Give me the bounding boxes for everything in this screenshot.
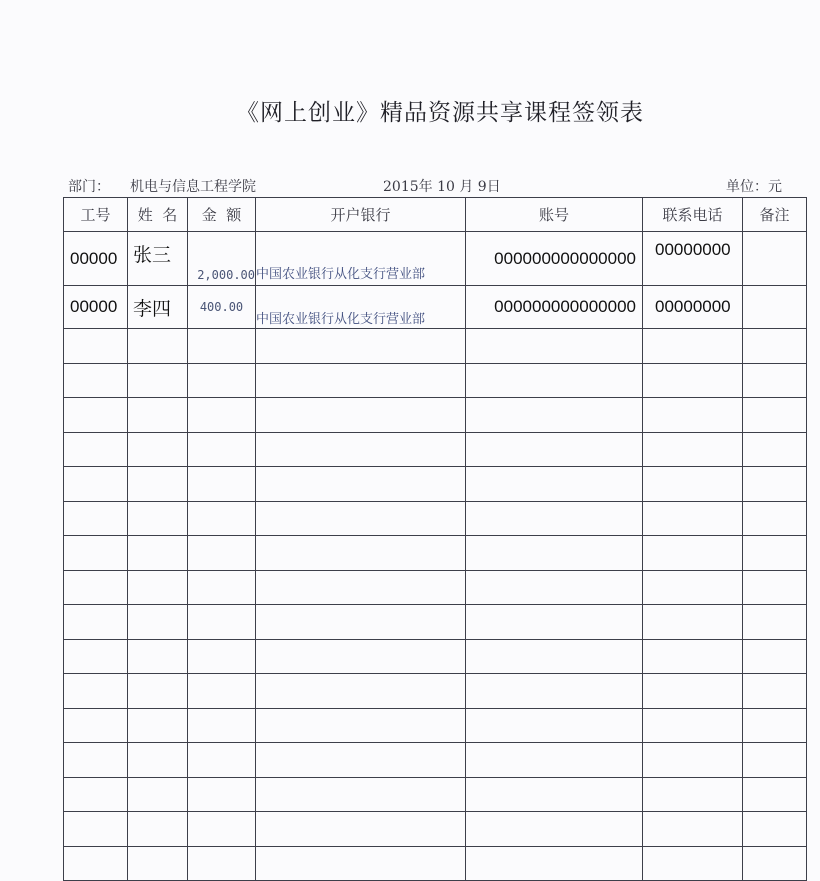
empty-cell [128, 812, 188, 847]
cell-name: 张三 [128, 232, 188, 286]
empty-cell [128, 605, 188, 640]
department-label: 部门： [68, 179, 110, 195]
cell-bank: 中国农业银行从化支行营业部 [256, 286, 466, 329]
empty-cell [64, 846, 128, 881]
empty-cell [188, 708, 256, 743]
empty-cell [128, 501, 188, 536]
empty-cell [466, 432, 643, 467]
empty-cell [466, 363, 643, 398]
empty-table-row [64, 605, 807, 640]
empty-cell [643, 501, 743, 536]
empty-cell [128, 639, 188, 674]
empty-cell [466, 674, 643, 709]
empty-cell [643, 363, 743, 398]
empty-table-row [64, 777, 807, 812]
empty-cell [128, 708, 188, 743]
empty-table-row [64, 363, 807, 398]
empty-cell [743, 398, 807, 433]
empty-cell [64, 812, 128, 847]
empty-table-row [64, 708, 807, 743]
empty-cell [643, 777, 743, 812]
header-row [64, 198, 807, 232]
empty-cell [466, 777, 643, 812]
empty-cell [128, 329, 188, 364]
empty-cell [64, 674, 128, 709]
empty-cell [466, 329, 643, 364]
empty-cell [743, 743, 807, 778]
empty-cell [64, 605, 128, 640]
empty-cell [256, 329, 466, 364]
empty-table-row [64, 812, 807, 847]
empty-cell [466, 743, 643, 778]
table-row [64, 286, 807, 329]
empty-cell [256, 812, 466, 847]
empty-cell [64, 639, 128, 674]
empty-cell [643, 812, 743, 847]
empty-cell [466, 812, 643, 847]
cell-phone: 00000000 [643, 286, 743, 329]
empty-cell [256, 363, 466, 398]
document-title: 《网上创业》精品资源共享课程签领表 [236, 100, 644, 126]
empty-table-row [64, 639, 807, 674]
empty-cell [643, 639, 743, 674]
cell-note [743, 286, 807, 329]
empty-cell [643, 329, 743, 364]
empty-cell [64, 398, 128, 433]
table-row [64, 232, 807, 286]
empty-cell [128, 363, 188, 398]
cell-phone: 00000000 [643, 232, 743, 286]
department-name: 机电与信息工程学院 [130, 179, 256, 195]
empty-cell [64, 570, 128, 605]
empty-cell [128, 467, 188, 502]
empty-cell [128, 432, 188, 467]
unit: 单位：元 [726, 179, 782, 195]
empty-cell [466, 398, 643, 433]
empty-cell [643, 467, 743, 502]
cell-account: 000000000000000 [466, 232, 643, 286]
empty-cell [256, 570, 466, 605]
empty-cell [643, 570, 743, 605]
empty-cell [256, 432, 466, 467]
empty-cell [188, 743, 256, 778]
empty-cell [466, 605, 643, 640]
empty-cell [256, 501, 466, 536]
empty-cell [188, 398, 256, 433]
empty-cell [643, 674, 743, 709]
empty-cell [466, 639, 643, 674]
empty-cell [743, 605, 807, 640]
cell-bank: 中国农业银行从化支行营业部 [256, 232, 466, 286]
empty-cell [64, 708, 128, 743]
empty-cell [128, 570, 188, 605]
signature-table [63, 197, 807, 881]
empty-cell [466, 846, 643, 881]
empty-table-row [64, 674, 807, 709]
empty-cell [743, 467, 807, 502]
empty-cell [643, 605, 743, 640]
empty-cell [128, 777, 188, 812]
empty-cell [466, 536, 643, 571]
empty-cell [466, 467, 643, 502]
empty-cell [256, 743, 466, 778]
empty-table-row [64, 570, 807, 605]
empty-cell [188, 605, 256, 640]
cell-id: 00000 [64, 286, 128, 329]
empty-table-row [64, 398, 807, 433]
empty-cell [743, 846, 807, 881]
date: 2015年 10 月 9日 [383, 179, 501, 195]
header-amount: 金 额 [188, 198, 256, 232]
empty-cell [743, 674, 807, 709]
empty-cell [188, 777, 256, 812]
header-id: 工号 [64, 198, 128, 232]
cell-name: 李四 [128, 286, 188, 329]
header-account: 账号 [466, 198, 643, 232]
empty-cell [643, 846, 743, 881]
empty-cell [256, 674, 466, 709]
cell-account: 000000000000000 [466, 286, 643, 329]
empty-cell [743, 639, 807, 674]
empty-cell [743, 777, 807, 812]
empty-cell [64, 777, 128, 812]
empty-cell [256, 777, 466, 812]
empty-cell [188, 570, 256, 605]
empty-cell [128, 674, 188, 709]
empty-table-row [64, 467, 807, 502]
empty-cell [743, 812, 807, 847]
header-phone: 联系电话 [643, 198, 743, 232]
empty-cell [743, 363, 807, 398]
empty-cell [743, 501, 807, 536]
empty-cell [256, 536, 466, 571]
empty-cell [128, 398, 188, 433]
empty-cell [64, 501, 128, 536]
empty-cell [643, 743, 743, 778]
empty-table-row [64, 536, 807, 571]
empty-cell [743, 329, 807, 364]
empty-cell [128, 846, 188, 881]
empty-cell [188, 467, 256, 502]
empty-cell [256, 846, 466, 881]
empty-table-row [64, 743, 807, 778]
header-bank: 开户银行 [256, 198, 466, 232]
empty-cell [188, 812, 256, 847]
empty-table-row [64, 432, 807, 467]
empty-cell [64, 432, 128, 467]
empty-cell [188, 329, 256, 364]
empty-cell [743, 570, 807, 605]
empty-cell [188, 363, 256, 398]
empty-cell [256, 605, 466, 640]
empty-cell [466, 501, 643, 536]
empty-cell [188, 674, 256, 709]
empty-cell [256, 639, 466, 674]
empty-cell [743, 708, 807, 743]
empty-cell [64, 329, 128, 364]
empty-cell [466, 708, 643, 743]
empty-cell [643, 536, 743, 571]
empty-cell [64, 743, 128, 778]
empty-cell [643, 432, 743, 467]
empty-cell [256, 467, 466, 502]
empty-cell [188, 536, 256, 571]
empty-cell [188, 432, 256, 467]
header-note: 备注 [743, 198, 807, 232]
empty-cell [643, 398, 743, 433]
empty-cell [188, 501, 256, 536]
empty-cell [466, 570, 643, 605]
empty-table-row [64, 501, 807, 536]
cell-note [743, 232, 807, 286]
empty-table-row [64, 329, 807, 364]
empty-cell [256, 398, 466, 433]
empty-cell [64, 536, 128, 571]
header-name: 姓 名 [128, 198, 188, 232]
cell-amount: 400.00 [188, 286, 256, 329]
empty-cell [128, 536, 188, 571]
empty-cell [743, 536, 807, 571]
cell-id: 00000 [64, 232, 128, 286]
empty-cell [128, 743, 188, 778]
empty-table-row [64, 846, 807, 881]
empty-cell [188, 846, 256, 881]
empty-cell [256, 708, 466, 743]
empty-cell [743, 432, 807, 467]
cell-amount: 2,000.00 [188, 232, 256, 286]
empty-cell [64, 467, 128, 502]
empty-cell [64, 363, 128, 398]
empty-cell [188, 639, 256, 674]
empty-cell [643, 708, 743, 743]
